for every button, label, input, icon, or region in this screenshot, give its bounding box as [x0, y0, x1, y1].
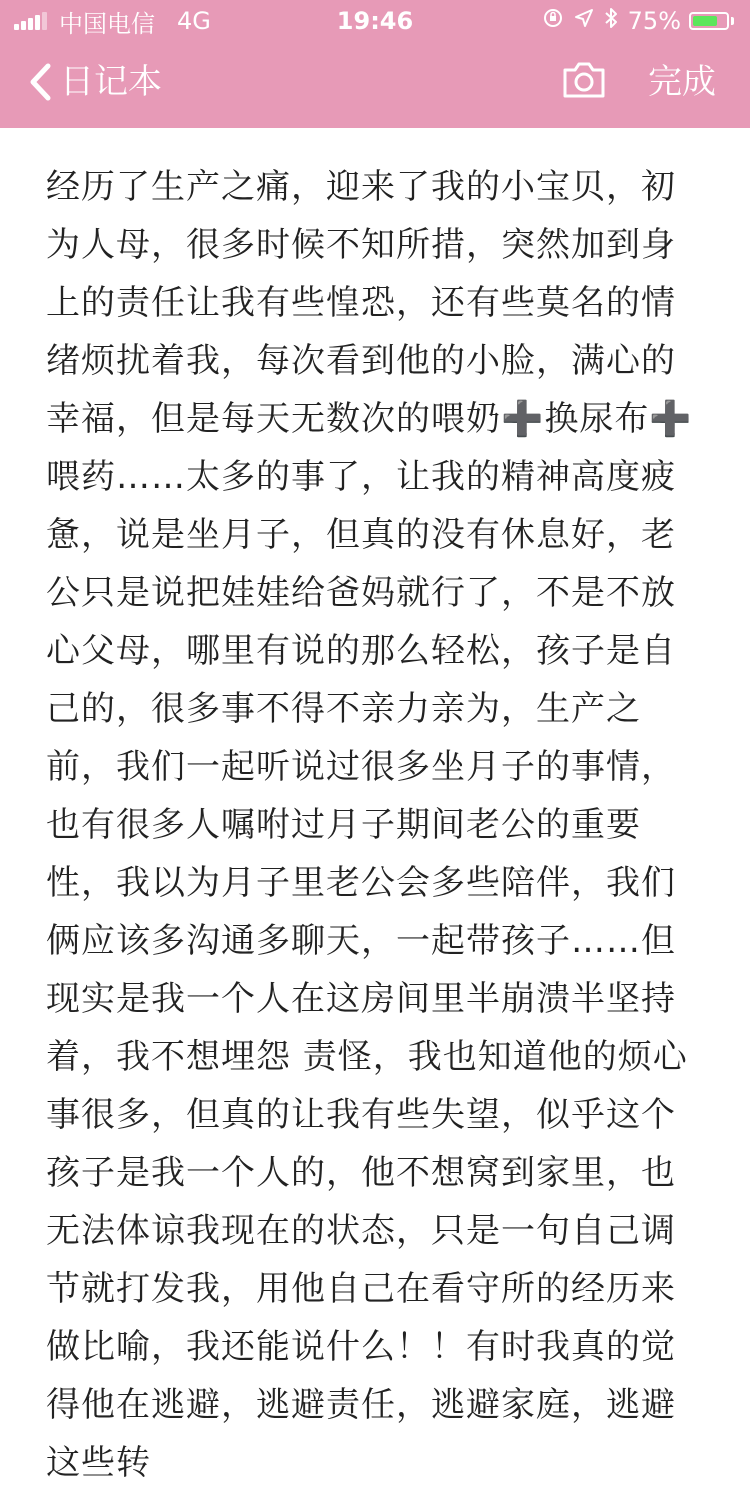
- bluetooth-icon: [604, 7, 618, 35]
- diary-content[interactable]: [46, 158, 710, 1483]
- camera-icon: [562, 85, 606, 104]
- battery-percent: 75%: [627, 7, 681, 35]
- status-time: 19:46: [336, 7, 414, 35]
- status-bar: [0, 0, 750, 40]
- battery-level: [693, 16, 717, 26]
- navigation-bar: [0, 40, 750, 128]
- battery-tip: [731, 17, 734, 25]
- carrier-name: 中国电信: [59, 9, 155, 38]
- location-icon: [574, 8, 594, 34]
- network-type: 4G: [177, 7, 211, 35]
- camera-button[interactable]: [562, 60, 606, 104]
- app-header: [0, 0, 750, 128]
- done-button[interactable]: 完成: [648, 62, 716, 102]
- back-button[interactable]: [28, 62, 162, 102]
- diary-text[interactable]: 经历了生产之痛，迎来了我的小宝贝，初为人母，很多时候不知所措，突然加到身上的责任让我有些惶恐，还有些莫名的情绪烦扰着我，每次看到他的小脸，满心的幸福，但是每天无数次的喂奶➕换尿布➕喂药……太多的事了，让我的精神高度疲惫，说是坐月子，但真的没有休息好，老公只是说把娃娃给爸妈就行了，不是不放心父母，哪里有说的那么轻松，孩子是自己的，很多事不得不亲力亲为，生产之前，我们一起听说过很多坐月子的事情，也有很多人嘱咐过月子期间老公的重要性，我以为月子里老公会多些陪伴，我们俩应该多沟通多聊天，一起带孩子……但现实是我一个人在这房间里半崩溃半坚持着，我不想埋怨 责怪，我也知道他的烦心事很多，但真的让我有些失望，似乎这个孩子是我一个人的，他不想窝到家里，也无法体谅我现在的状态，只是一句自己调节就打发我，用他自己在看守所的经历来做比喻，我还能说什么！！有时我真的觉得他在逃避，逃避责任，逃避家庭，逃避这些转: [46, 167, 693, 1483]
- chevron-left-icon: [28, 62, 52, 102]
- battery-icon: [689, 12, 729, 30]
- back-label: 日记本: [60, 62, 162, 102]
- status-right: [532, 6, 734, 36]
- orientation-lock-icon: [542, 7, 564, 35]
